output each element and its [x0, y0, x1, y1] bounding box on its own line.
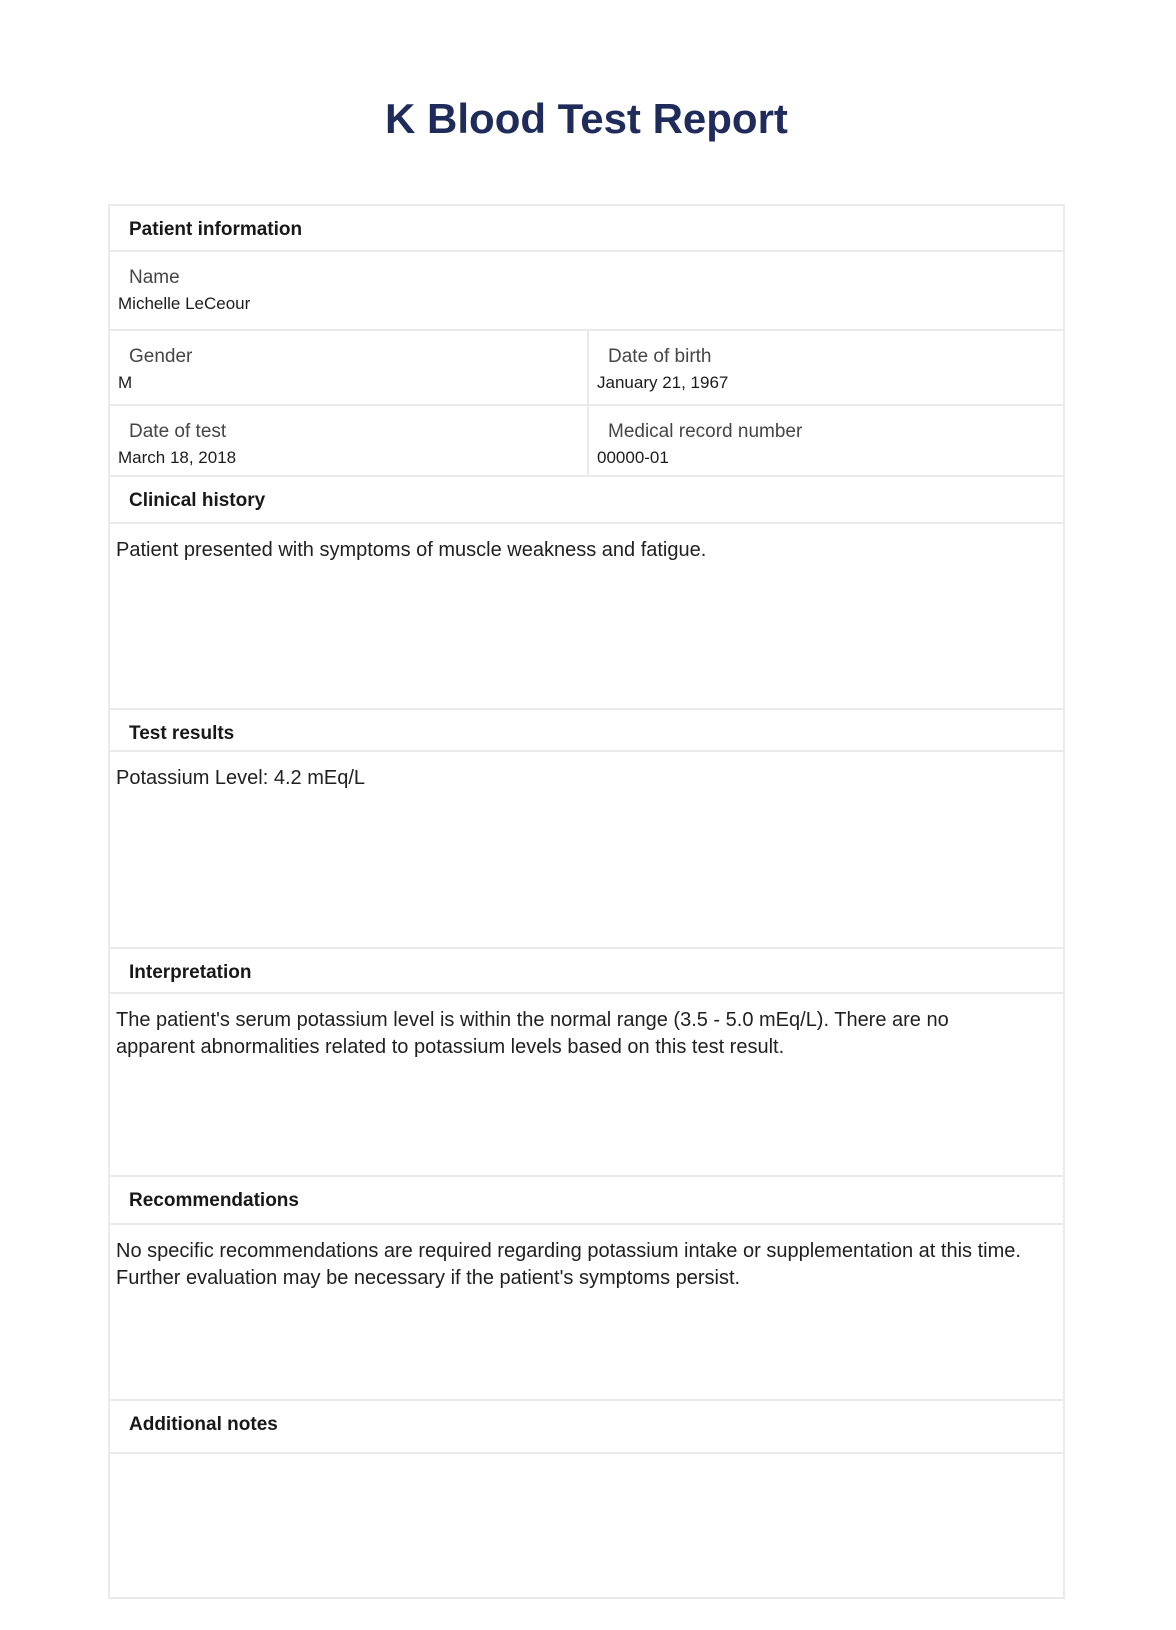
field-row-testdate-mrn [110, 404, 1063, 475]
medical-record-number-value: 00000-01 [597, 448, 669, 467]
gender-label: Gender [129, 346, 193, 367]
recommendations-header-label: Recommendations [129, 1190, 299, 1211]
section-header-test-results [110, 708, 1063, 750]
date-of-test-label: Date of test [129, 421, 227, 442]
clinical-history-header-label: Clinical history [129, 490, 266, 511]
test-results-text: Potassium Level: 4.2 mEq/L [110, 750, 1063, 947]
date-of-test-value: March 18, 2018 [118, 448, 237, 467]
gender-cell [110, 331, 587, 404]
page-title: K Blood Test Report [385, 95, 788, 142]
date-of-test-cell [110, 406, 587, 475]
date-of-birth-value: January 21, 1967 [597, 373, 729, 392]
medical-record-number-cell [587, 406, 1063, 475]
additional-notes-text [110, 1452, 1063, 1597]
gender-value: M [118, 373, 133, 392]
blood-test-report-table [108, 204, 1065, 1599]
date-of-birth-cell [587, 331, 1063, 404]
field-row-gender-dob [110, 329, 1063, 404]
recommendations-text: No specific recommendations are required regarding potassium intake or supplementation at this time. Further evaluation may be necessary if the patient's symptoms persist. [110, 1223, 1063, 1399]
patient-information-header-label: Patient information [129, 219, 303, 240]
name-cell [110, 252, 1063, 329]
section-header-patient-information [110, 206, 1063, 250]
date-of-birth-label: Date of birth [608, 346, 712, 367]
test-results-header-label: Test results [129, 723, 235, 744]
interpretation-text: The patient's serum potassium level is within the normal range (3.5 - 5.0 mEq/L). There are no apparent abnormalities related to potassium levels based on this test result. [110, 992, 1063, 1175]
name-label: Name [129, 267, 180, 288]
additional-notes-header-label: Additional notes [129, 1414, 278, 1435]
section-header-recommendations [110, 1175, 1063, 1223]
section-header-additional-notes [110, 1399, 1063, 1452]
field-row-name [110, 250, 1063, 329]
interpretation-header-label: Interpretation [129, 962, 252, 983]
section-header-interpretation [110, 947, 1063, 992]
section-header-clinical-history [110, 475, 1063, 522]
name-value: Michelle LeCeour [118, 294, 251, 313]
medical-record-number-label: Medical record number [608, 421, 803, 442]
clinical-history-text: Patient presented with symptoms of muscle weakness and fatigue. [110, 522, 1063, 708]
